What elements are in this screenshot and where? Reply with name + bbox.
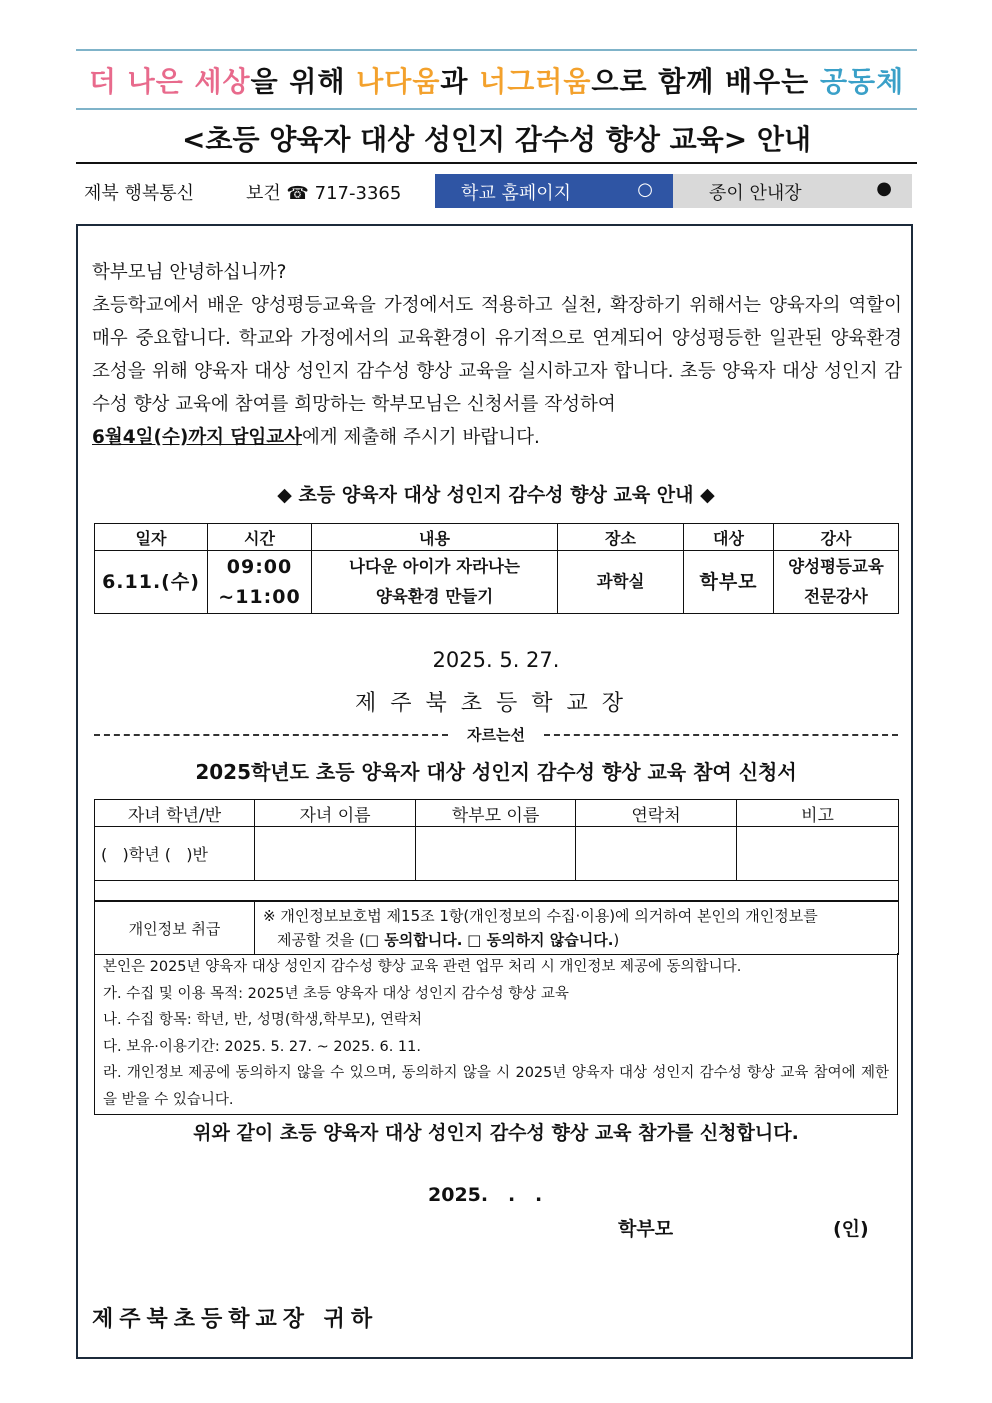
spacer-cell <box>95 881 899 901</box>
consent-line: 가. 수집 및 이용 목적: 2025년 초등 양육자 대상 성인지 감수성 향상 교육 <box>103 985 569 1002</box>
header-lecturer: 강사 <box>774 524 899 551</box>
slogan <box>76 60 917 100</box>
slogan-top-rule <box>76 49 917 51</box>
header-content: 내용 <box>312 524 558 551</box>
privacy-table <box>94 901 899 955</box>
cut-line <box>94 724 898 746</box>
privacy-notice <box>255 902 899 955</box>
department-label: 제북 행복통신 <box>84 183 195 204</box>
time-start: 09:00 <box>226 556 293 578</box>
application-statement: 위와 같이 초등 양육자 대상 성인지 감수성 향상 교육 참가를 신청합니다. <box>193 1122 799 1144</box>
cell-time <box>208 551 312 614</box>
application-date-field[interactable]: 2025. . . <box>428 1184 543 1206</box>
dashed-line-right <box>544 734 898 736</box>
parent-signature-label: 학부모 <box>618 1218 674 1240</box>
closing-text: 에게 제출해 주시기 바랍니다. <box>301 427 540 448</box>
slogan-part: 과 <box>440 65 480 98</box>
cut-line-label: 자르는선 <box>448 724 544 745</box>
privacy-label: 개인정보 취급 <box>95 902 255 955</box>
spacer-row <box>95 881 899 901</box>
consent-line: 본인은 2025년 양육자 대상 성인지 감수성 향상 교육 관련 업무 처리 시 개인정보 제공에 동의합니다. <box>103 959 742 975</box>
privacy-notice-line: ※ 개인정보보호법 제15조 1항(개인정보의 수집·이용)에 의거하여 본인의 개인정보를 <box>263 907 818 925</box>
addressee: 제주북초등학교장 귀하 <box>92 1307 379 1332</box>
title-rule <box>76 162 917 164</box>
header-target: 대상 <box>684 524 774 551</box>
slogan-part: 나다움 <box>356 65 441 98</box>
privacy-notice-close: ) <box>613 931 620 949</box>
cell-target: 학부모 <box>684 551 774 614</box>
disagree-checkbox[interactable]: □ 동의하지 않습니다. <box>467 931 614 949</box>
header-contact: 연락처 <box>576 800 737 827</box>
schedule-heading: ◆ 초등 양육자 대상 성인지 감수성 향상 교육 안내 ◆ <box>277 484 715 506</box>
time-end: ~11:00 <box>218 586 301 608</box>
agree-checkbox[interactable]: □ 동의합니다. <box>364 931 463 949</box>
cell-content <box>312 551 558 614</box>
homepage-option <box>435 174 673 208</box>
letter-paragraph <box>92 289 902 454</box>
header-parent-name: 학부모 이름 <box>416 800 576 827</box>
grade-class-field[interactable]: ( )학년 ( )반 <box>95 827 255 881</box>
header-place: 장소 <box>558 524 684 551</box>
cell-lecturer <box>774 551 899 614</box>
consent-line: 다. 보유·이용기간: 2025. 5. 27. ~ 2025. 6. 11. <box>103 1038 421 1055</box>
empty-circle-icon: ○ <box>637 179 653 200</box>
notice-date: 2025. 5. 27. <box>432 648 560 672</box>
content-line: 나다운 아이가 자라나는 <box>349 557 520 576</box>
consent-details <box>94 953 898 1115</box>
slogan-part: 공동체 <box>819 65 905 98</box>
header-child-name: 자녀 이름 <box>255 800 416 827</box>
header-date: 일자 <box>95 524 208 551</box>
header-grade-class: 자녀 학년/반 <box>95 800 255 827</box>
header-remarks: 비고 <box>737 800 899 827</box>
greeting: 학부모님 안녕하십니까? <box>92 262 287 283</box>
dashed-line-left <box>94 734 448 736</box>
cell-date: 6.11.(수) <box>95 551 208 614</box>
paper-notice-option <box>673 174 912 208</box>
letter-body <box>92 256 902 454</box>
slogan-part: 으로 함께 배우는 <box>591 65 820 98</box>
table-row <box>95 551 899 614</box>
lecturer-line: 전문강사 <box>804 587 868 606</box>
filled-circle-icon: ● <box>876 178 892 199</box>
paragraph-text: 초등학교에서 배운 양성평등교육을 가정에서도 적용하고 실천, 확장하기 위해서는 양육자의 역할이 매우 중요합니다. 학교와 가정에서의 교육환경이 유기적으로 연계되어 양성평등한 일관된 양육환경 조성을 위해 양육자 대상 성인지 감수성 향상 교육을 실시하고자 합니다. 초등 양육자 대상 성인지 감수성 향상 교육에 참여를 희망하는 학부모님은 신청서를 작성하여 <box>92 295 902 415</box>
privacy-consent-line <box>263 928 890 952</box>
table-header-row <box>95 524 899 551</box>
slogan-part: 더 나은 세상 <box>88 65 251 98</box>
lecturer-line: 양성평등교육 <box>788 557 884 576</box>
table-header-row <box>95 800 899 827</box>
contact-field[interactable] <box>576 827 737 881</box>
homepage-label: 학교 홈페이지 <box>461 183 572 204</box>
header-time: 시간 <box>208 524 312 551</box>
content-line: 양육환경 만들기 <box>375 587 494 606</box>
parent-name-field[interactable] <box>416 827 576 881</box>
paper-notice-label: 종이 안내장 <box>709 183 802 204</box>
consent-line: 나. 수집 항목: 학년, 반, 성명(학생,학부모), 연락처 <box>103 1012 423 1028</box>
table-row <box>95 827 899 881</box>
privacy-row <box>95 902 899 955</box>
document-title: <초등 양육자 대상 성인지 감수성 향상 교육> 안내 <box>181 123 812 156</box>
slogan-part: 너그러움 <box>479 65 592 98</box>
seal-label: (인) <box>833 1218 869 1240</box>
slogan-part: 을 위해 <box>250 65 357 98</box>
child-name-field[interactable] <box>255 827 416 881</box>
info-bar <box>76 174 912 208</box>
schedule-table <box>94 523 899 614</box>
application-title: 2025학년도 초등 양육자 대상 성인지 감수성 향상 교육 참여 신청서 <box>195 760 797 784</box>
remarks-field[interactable] <box>737 827 899 881</box>
principal-name: 제주북초등학교장 <box>354 691 638 716</box>
privacy-notice-text: 제공할 것을 ( <box>277 931 365 949</box>
phone-label: 보건 ☎ 717-3365 <box>246 183 402 204</box>
consent-line: 라. 개인정보 제공에 동의하지 않을 수 있으며, 동의하지 않을 시 2025년 양육자 대상 성인지 감수성 향상 교육 참여에 제한을 받을 수 있습니다. <box>103 1065 889 1108</box>
cell-place: 과학실 <box>558 551 684 614</box>
application-table <box>94 799 899 901</box>
deadline-highlight: 6월4일(수)까지 담임교사 <box>92 427 302 448</box>
slogan-bottom-rule <box>76 108 917 110</box>
